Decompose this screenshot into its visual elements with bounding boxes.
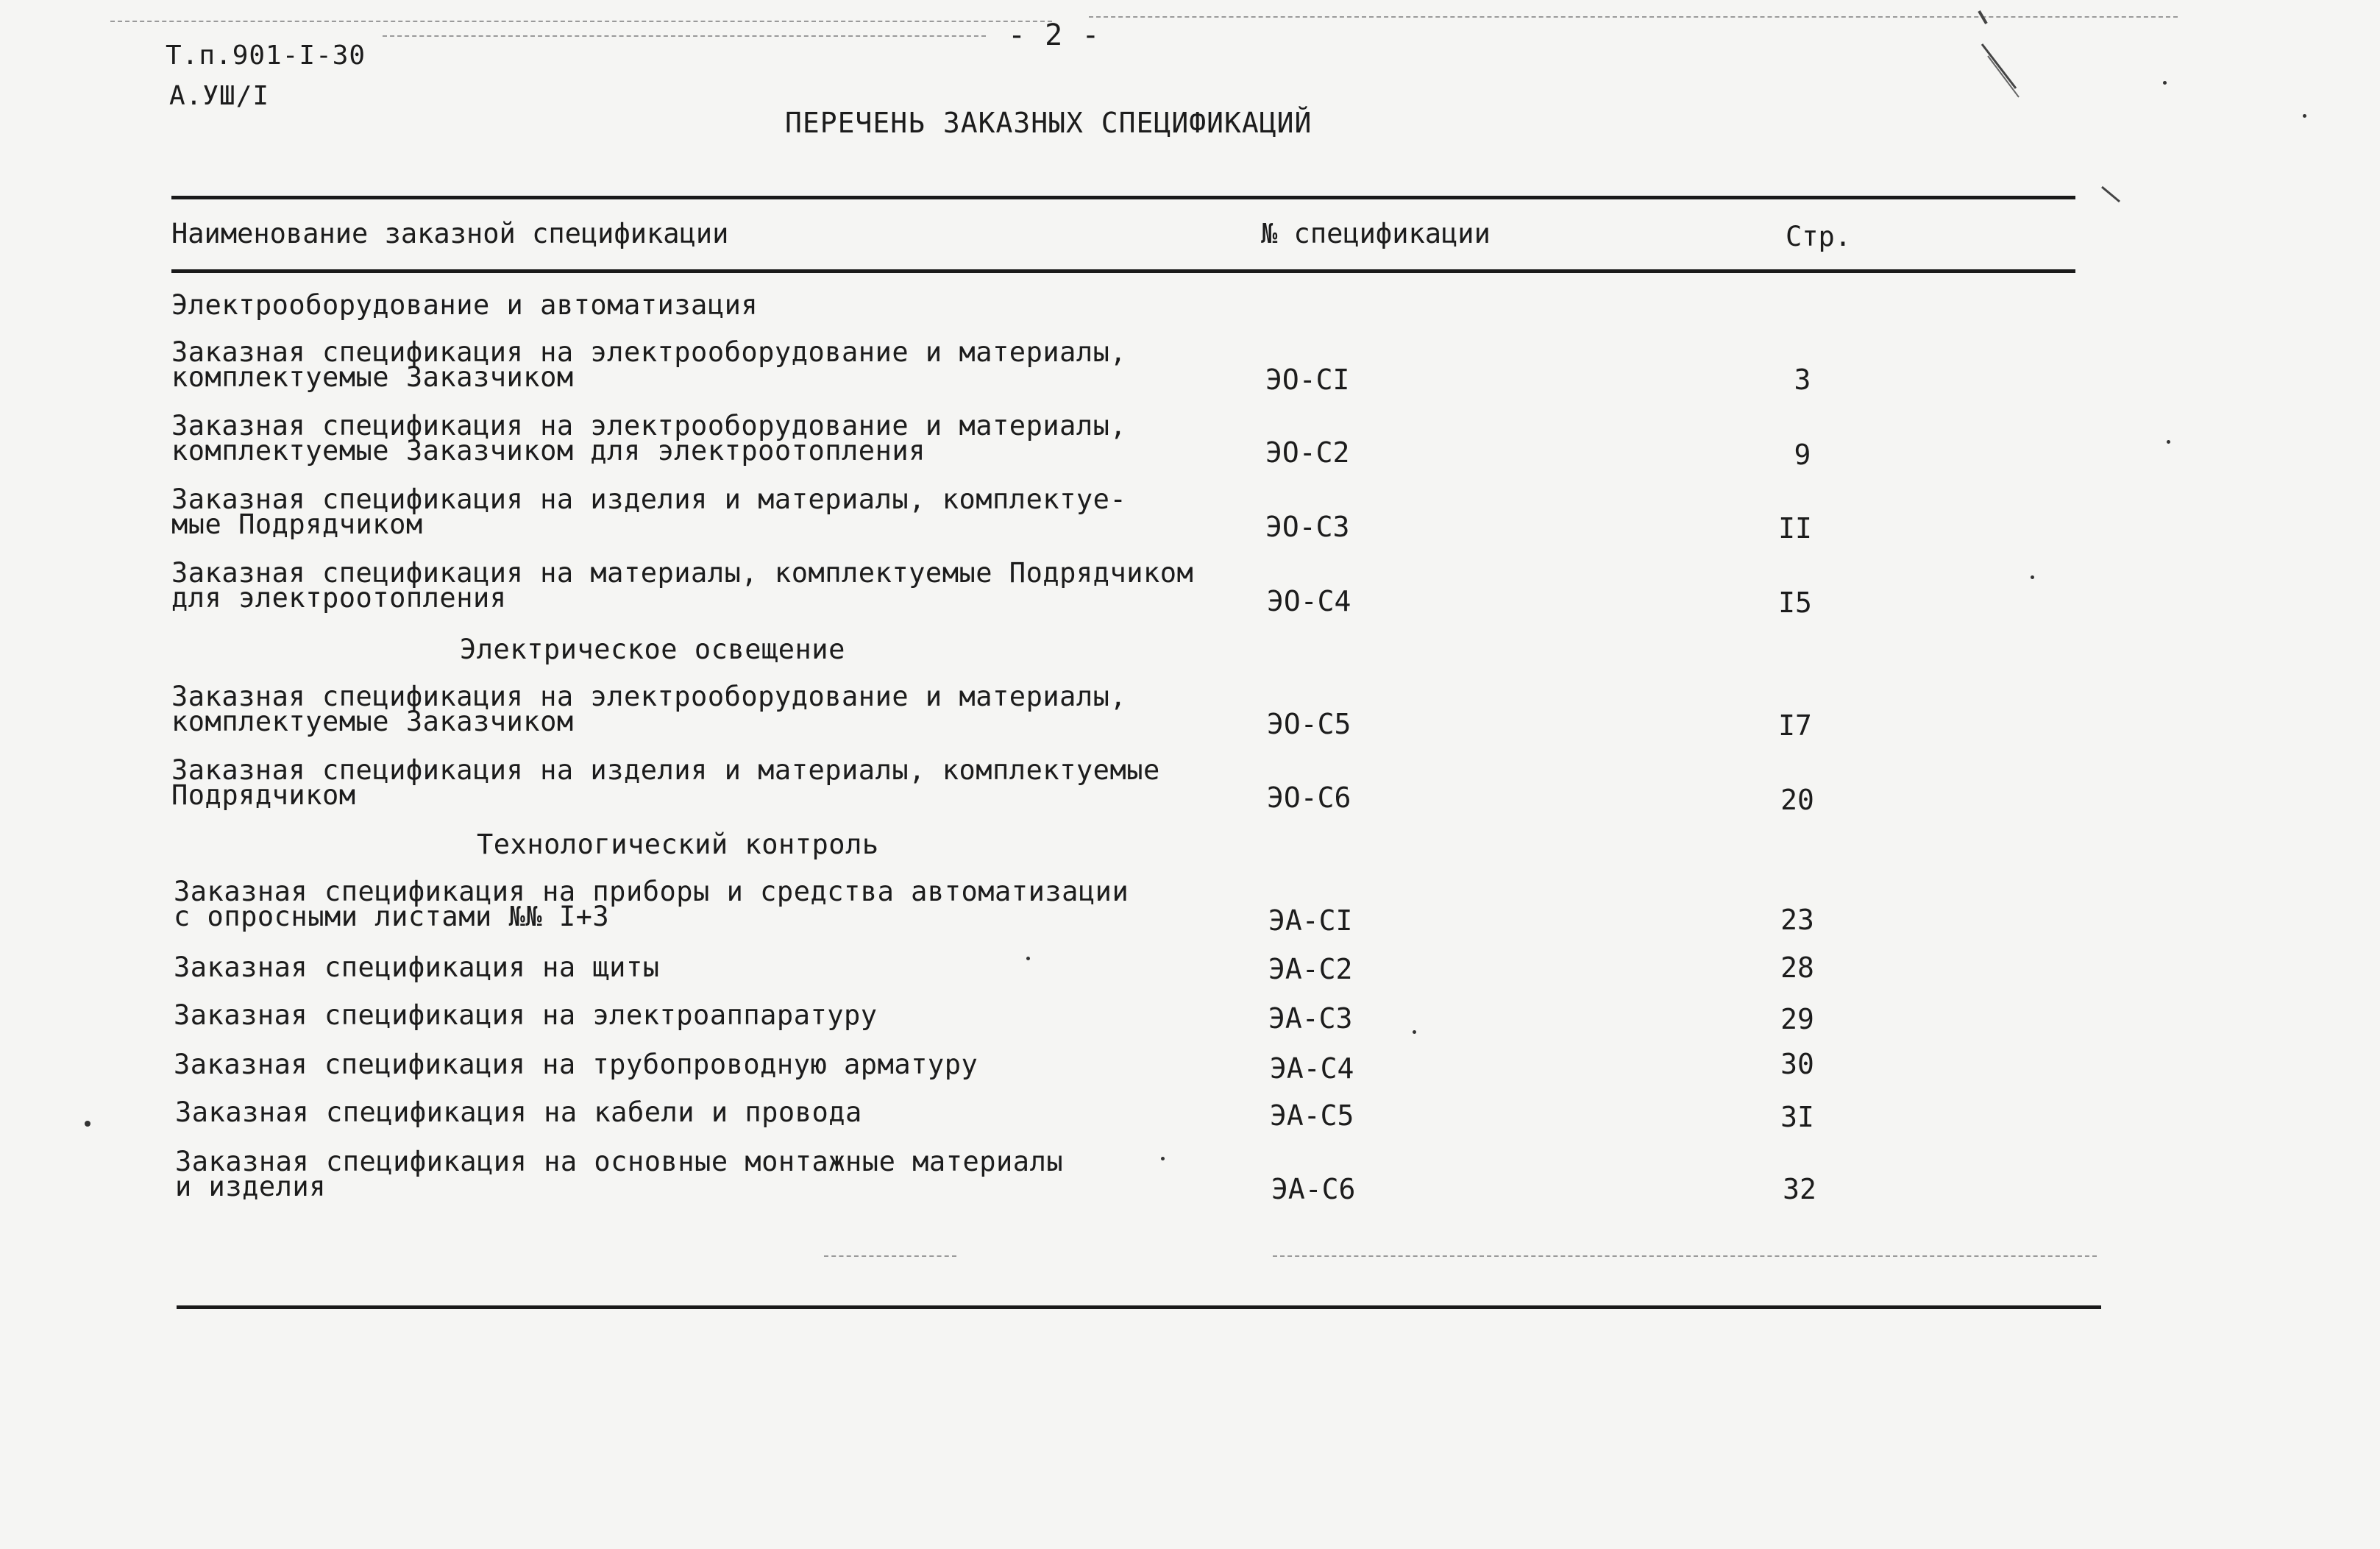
row-name-line: комплектуемые Заказчиком — [171, 361, 574, 393]
page-ref: I5 — [1778, 586, 1812, 619]
table-row — [175, 1096, 862, 1128]
table-header-rule — [171, 269, 2075, 273]
spec-code: ЭА-С2 — [1268, 953, 1353, 985]
row-name-line: мые Подрядчиком — [171, 508, 423, 540]
spec-code: ЭО-С5 — [1267, 708, 1351, 740]
spec-code: ЭА-С6 — [1271, 1173, 1356, 1205]
row-name-line: Заказная спецификация на электрооборудование и материалы, — [171, 681, 1127, 712]
table-row — [171, 336, 1127, 393]
section-heading: Технологический контроль — [477, 829, 879, 860]
scan-speck — [2303, 114, 2306, 118]
spec-code: ЭО-С6 — [1267, 781, 1351, 814]
row-name-line: Заказная спецификация на изделия и материалы, комплектуе- — [171, 483, 1127, 515]
page-ref: 29 — [1780, 1003, 1814, 1035]
scan-artifact-strokes — [1972, 7, 2031, 103]
spec-code: ЭА-С3 — [1268, 1002, 1353, 1035]
column-header-name: Наименование заказной спецификации — [171, 218, 729, 249]
table-row — [174, 1049, 978, 1080]
document-reference: Т.п.901-I-30 — [166, 40, 366, 71]
row-name-line: Заказная спецификация на электрооборудование и материалы, — [171, 410, 1127, 442]
row-name-line: Заказная спецификация на электрооборудование и материалы, — [171, 336, 1127, 368]
scan-artifact-dashes — [383, 35, 986, 37]
spec-code: ЭО-С3 — [1265, 511, 1350, 543]
page-ref: 20 — [1780, 784, 1814, 816]
scan-artifact-dashes — [1273, 1255, 2097, 1257]
row-name-line: комплектуемые Заказчиком — [171, 706, 574, 737]
spec-code: ЭО-С2 — [1265, 436, 1350, 469]
page-ref: 28 — [1780, 951, 1814, 984]
scan-speck — [2167, 440, 2170, 444]
column-header-number: № спецификации — [1261, 218, 1491, 249]
spec-code: ЭА-СI — [1268, 904, 1353, 937]
row-name-line: Заказная спецификация на кабели и провода — [175, 1096, 862, 1128]
row-name-line: Заказная спецификация на приборы и средства автоматизации — [174, 876, 1129, 907]
page-ref: I7 — [1778, 709, 1812, 742]
document-title: ПЕРЕЧЕНЬ ЗАКАЗНЫХ СПЕЦИФИКАЦИЙ — [785, 107, 1312, 139]
scan-speck — [1413, 1030, 1416, 1034]
scan-speck — [1161, 1157, 1165, 1160]
page-ref: 3I — [1780, 1101, 1814, 1133]
table-bottom-rule — [177, 1305, 2101, 1309]
table-row — [174, 876, 1129, 932]
table-row — [171, 754, 1160, 811]
page-ref: 32 — [1783, 1173, 1816, 1205]
scan-artifact-dashes — [110, 21, 1052, 22]
scan-artifact-dashes — [824, 1255, 956, 1257]
page-number: - 2 - — [1008, 18, 1101, 52]
table-row — [171, 410, 1127, 467]
page-ref: 30 — [1780, 1048, 1814, 1080]
table-row — [171, 483, 1127, 540]
row-name-line: Заказная спецификация на трубопроводную арматуру — [174, 1049, 978, 1080]
row-name-line: и изделия — [175, 1171, 326, 1202]
scan-artifact-stroke — [2100, 185, 2130, 208]
sheet-reference: А.УШ/I — [169, 81, 270, 111]
section-heading: Электрическое освещение — [460, 634, 845, 665]
spec-code: ЭА-С5 — [1270, 1099, 1354, 1132]
table-top-rule — [171, 196, 2075, 199]
spec-code: ЭО-С4 — [1267, 585, 1351, 617]
table-row — [174, 951, 660, 983]
scan-speck — [2163, 81, 2167, 85]
row-name-line: комплектуемые Заказчиком для электроотопления — [171, 435, 926, 467]
row-name-line: Заказная спецификация на основные монтажные материалы — [175, 1146, 1064, 1177]
row-name-line: Заказная спецификация на щиты — [174, 951, 660, 983]
row-name-line: с опросными листами №№ I+3 — [174, 901, 610, 932]
page-ref: 23 — [1780, 904, 1814, 936]
table-row — [171, 681, 1127, 737]
section-heading: Электрооборудование и автоматизация — [171, 289, 759, 321]
table-row — [171, 557, 1194, 614]
row-name-line: Подрядчиком — [171, 779, 356, 811]
page-ref: 3 — [1794, 364, 1811, 396]
scan-speck — [85, 1121, 90, 1127]
row-name-line: Заказная спецификация на изделия и материалы, комплектуемые — [171, 754, 1160, 786]
table-row — [175, 1146, 1064, 1202]
row-name-line: Заказная спецификация на электроаппаратуру — [174, 999, 878, 1031]
table-row — [174, 999, 878, 1031]
column-header-page: Стр. — [1786, 221, 1852, 252]
row-name-line: Заказная спецификация на материалы, комплектуемые Подрядчиком — [171, 557, 1194, 589]
page-ref: 9 — [1794, 439, 1811, 471]
page-ref: II — [1778, 512, 1812, 545]
spec-code: ЭО-СI — [1265, 364, 1350, 396]
spec-code: ЭА-С4 — [1270, 1052, 1354, 1085]
scan-speck — [2031, 575, 2034, 579]
scan-speck — [1026, 957, 1030, 960]
row-name-line: для электроотопления — [171, 582, 507, 614]
